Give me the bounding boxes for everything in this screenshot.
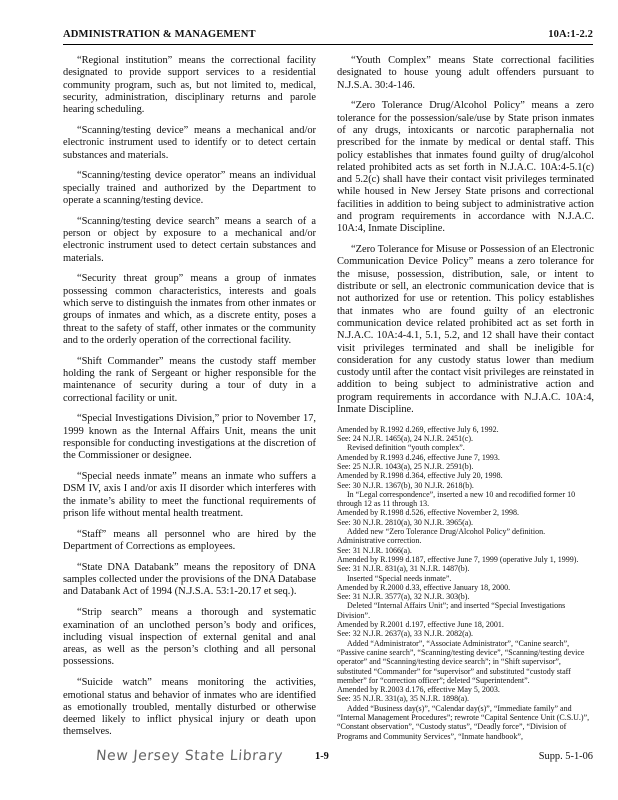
history-line: See: 35 N.J.R. 331(a), 35 N.J.R. 1898(a). [337,694,469,704]
history-line: See: 25 N.J.R. 1043(a), 25 N.J.R. 2591(b). [337,462,474,471]
history-line: Revised definition “youth complex”. [347,443,465,453]
history-line: In “Legal correspondence”, inserted a new 10 and recodified former 10 through 12 as 11 through 13. [337,489,576,509]
header-section-number: 10A:1-2.2 [548,29,593,40]
definition-paragraph: “Shift Commander” means the custody staff member holding the rank of Sergeant or higher responsible for the maintenance of security during a tour of duty in a correctional facility or unit. [63,355,316,404]
definition-paragraph: “Youth Complex” means State correctional facilities designated to house young adult offenders pursuant to N.J.S.A. 30:4-146. [337,55,594,91]
history-line: See: 24 N.J.R. 1465(a), 24 N.J.R. 2451(c). [337,434,473,444]
definition-paragraph: “Special Investigations Division,” prior to November 17, 1999 known as the Internal Affairs Unit, means the unit responsible for conducting investigations at the discretion of the Commissioner or designee. [63,413,316,462]
history-line: See: 31 N.J.R. 3577(a), 32 N.J.R. 303(b). [337,592,470,602]
history-line: Added “Administrator”, “Associate Administrator”, “Canine search”, “Passive canine search”, “Scanning/testing device”, “Scanning/testing device operator” and “Scanning/testing device search”; in “Shift supervisor”, substituted “Commander” for “supervisor” and substituted “custody staff member” for “correction officer”; deleted “Superintendent”. [337,638,585,685]
history-line: Amended by R.1998 d.526, effective November 2, 1998. [337,508,520,518]
definition-paragraph: “Staff” means all personnel who are hired by the Department of Corrections as employees. [63,528,316,553]
history-line: See: 31 N.J.R. 831(a), 31 N.J.R. 1487(b). [337,564,470,574]
history-line: Amended by R.1998 d.364, effective July 20, 1998. [337,471,503,481]
history-line: Amended by R.1999 d.187, effective June 7, 1999 (operative July 1, 1999). [337,554,579,564]
definition-paragraph: “Special needs inmate” means an inmate who suffers a DSM IV, axis I and/or axis II disorder which interferes with the inmate’s ability to meet the functional requirements of prison life without mental health treatment. [63,471,316,519]
definition-paragraph: “State DNA Databank” means the repository of DNA samples collected under the provisions of the DNA Database and Databank Act of 1994 (N.J.S.A. 53:1-20.17 et seq.). [63,561,316,598]
header-title: ADMINISTRATION & MANAGEMENT [63,29,256,40]
history-line: Deleted “Internal Affairs Unit”; and inserted “Special Investigations Division”. [337,601,566,620]
history-line: See: 30 N.J.R. 1367(b), 30 N.J.R. 2618(b). [337,480,474,490]
page-footer [63,748,593,771]
history-line: See: 30 N.J.R. 2810(a), 30 N.J.R. 3965(a). [337,517,473,527]
history-line: See: 31 N.J.R. 1066(a). [337,545,412,555]
definition-paragraph: “Suicide watch” means monitoring the activities, emotional status and behavior of inmates who are identified as emotionally troubled, mentally disturbed or otherwise deemed likely to inflict physical injury or death upon themselves. [63,677,316,738]
history-line: Amended by R.2003 d.176, effective May 5, 2003. [337,685,500,695]
library-watermark: New Jersey State Library [95,748,284,764]
right-column [337,55,594,741]
definition-paragraph: “Security threat group” means a group of inmates possessing common characteristics, interests and goals which serve to distinguish the inmates from other inmates or groups of inmates and which, as a discrete entity, poses a threat to the safety of staff, other inmates or the community and to the orderly operation of the correctional facility. [63,273,316,346]
running-header [63,27,593,45]
definition-paragraph: “Zero Tolerance Drug/Alcohol Policy” means a zero tolerance for the possession/sale/use by State prison inmates of any drugs, intoxicants or narcotic paraphernalia not prescribed for the inmate by medical or dental staff. This policy establishes that inmates found guilty of drug/alcohol related prohibited acts as set forth in N.J.A.C. 10A:4-5.1(c) and 5.2(c) shall have their contact visit privileges terminated while housed in New Jersey State prisons and correctional facilities in addition to being subject to administrative action and program requirements in accordance with N.J.A.C. 10A:4, Inmate Discipline. [337,100,594,235]
supplement-date: Supp. 5-1-06 [538,751,593,762]
definition-paragraph: “Scanning/testing device operator” means an individual specially trained and authorized by the Department to operate a scanning/testing device. [63,170,316,206]
amendment-history [337,425,594,741]
definition-paragraph: “Strip search” means a thorough and systematic examination of an unclothed person’s body and orifices, including visual inspection of external genital and anal areas, as well as the person’s clothing and all personal possessions. [63,607,316,668]
definition-paragraph: “Zero Tolerance for Misuse or Possession of an Electronic Communication Device Policy” means a zero tolerance for the misuse, possession, distribution, sale, or intent to distribute or sell, an electronic communication device that is not authorized for use or retention. This policy establishes that inmates who are found guilty of an electronic communication device related prohibited act as set forth in N.J.A.C. 10A:4-4.1, 5.1, 5.2, and 12 shall have their contact visit privileges terminated and shall be ineligible for consideration for any custody status lower than medium custody until after the contact visit privileges are reinstated in addition to being subject to administrative action and program requirements in accordance with N.J.A.C. 10A:4, Inmate Discipline. [337,244,594,416]
definition-paragraph: “Scanning/testing device” means a mechanical and/or electronic instrument used to identify or to detect certain substances and materials. [63,124,316,161]
history-line: See: 32 N.J.R. 2637(a), 33 N.J.R. 2082(a). [337,629,473,639]
history-line: Amended by R.1992 d.269, effective July 6, 1992. [337,424,499,434]
left-column [63,55,316,747]
history-line: Amended by R.1993 d.246, effective June 7, 1993. [337,452,500,462]
definition-paragraph: “Regional institution” means the correctional facility designated to provide support services to a residential community program, such as, but not limited to, medical, security, administration, disciplinary returns and parole hearing scheduling. [63,55,316,116]
history-line: Administrative correction. [337,536,422,546]
history-line: Amended by R.2000 d.33, effective January 18, 2000. [337,582,511,592]
definition-paragraph: “Scanning/testing device search” means a search of a person or object by exposure to a mechanical and/or electronic instrument used to detect certain substances and materials. [63,215,316,264]
history-line: Amended by R.2001 d.197, effective June 18, 2001. [337,620,504,630]
history-line: Added new “Zero Tolerance Drug/Alcohol Policy” definition. [347,527,546,537]
history-line: Inserted “Special needs inmate”. [347,573,452,583]
page-number: 1-9 [315,751,329,762]
history-line: Added “Business day(s)”, “Calendar day(s)”, “Immediate family” and “Internal Management Procedures”; rewrote “Capital Sentence Unit (C.S.U.)”, “Constant observation”, “Custody status”, “Deadly force”, “Division of Programs and Community Services”, “Inmate handbook”, [337,703,590,741]
